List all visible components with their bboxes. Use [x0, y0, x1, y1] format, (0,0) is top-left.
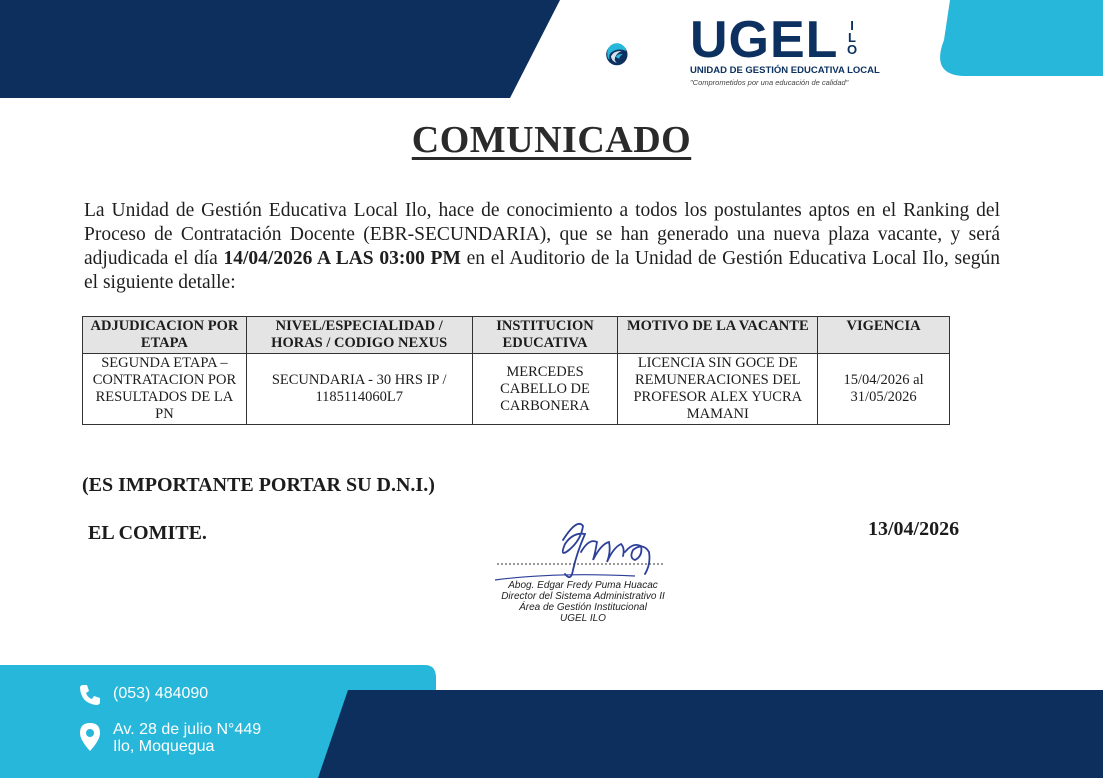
intro-text-1: La Unidad de Gestión Educativa Local Ilo, hace de conocimiento a todos los postulantes aptos en el Ranking del Proceso de Contratación Docente (EBR-SECUNDARIA), que se han generado una nueva plaza vacante, y será adjudicada el día [84, 200, 1000, 269]
table-cell: LICENCIA SIN GOCE DE REMUNERACIONES DEL PROFESOR ALEX YUCRA MAMANI [618, 354, 818, 425]
table-header-cell: ADJUDICACION POR ETAPA [83, 317, 247, 354]
table-cell: MERCEDES CABELLO DE CARBONERA [472, 354, 618, 425]
document-date: 13/04/2026 [868, 518, 960, 540]
signatory-area: Área de Gestión Institucional [519, 602, 647, 613]
footer-address [113, 721, 261, 755]
table-header-cell: VIGENCIA [818, 317, 950, 354]
table-row [83, 354, 950, 425]
signatory-office: UGEL ILO [560, 613, 606, 624]
table-header-row [83, 317, 950, 354]
logo-wordmark: UGEL [690, 11, 839, 69]
important-note: (ES IMPORTANTE PORTAR SU D.N.I.) [82, 474, 435, 496]
intro-paragraph [84, 199, 1000, 295]
footer-address-line1: Av. 28 de julio N°449 [113, 721, 262, 738]
header-navy-band [0, 0, 560, 98]
logo-subtitle: UNIDAD DE GESTIÓN EDUCATIVA LOCAL [690, 65, 880, 76]
table-cell: SECUNDARIA - 30 HRS IP / 1185114060L7 [246, 354, 472, 425]
signatory-position: Director del Sistema Administrativo II [501, 591, 665, 602]
vacancy-table [82, 316, 950, 425]
table-cell: 15/04/2026 al 31/05/2026 [818, 354, 950, 425]
logo-motto: "Comprometidos por una educación de calidad" [690, 78, 849, 87]
table-cell: SEGUNDA ETAPA – CONTRATACION POR RESULTADOS DE LA PN [83, 354, 247, 425]
footer-background [0, 660, 1103, 778]
phone-icon [78, 683, 102, 707]
committee-label: EL COMITE. [88, 522, 207, 544]
signature-block [484, 580, 682, 624]
table-header-cell: INSTITUCION EDUCATIVA [472, 317, 618, 354]
signatory-name: Abog. Edgar Fredy Puma Huacac [508, 580, 658, 591]
intro-text-2: en el Auditorio de la Unidad de Gestión Educativa Local Ilo, según el siguiente detalle: [84, 248, 1001, 293]
footer-address-line2: Ilo, Moquegua [113, 738, 215, 755]
table-header-cell: NIVEL/ESPECIALIDAD / HORAS / CODIGO NEXUS [246, 317, 472, 354]
header-cyan-band [938, 0, 1103, 76]
location-pin-icon [79, 722, 101, 752]
ugel-logo-emblem [605, 14, 685, 94]
footer-phone: (053) 484090 [113, 685, 209, 702]
intro-date-time: 14/04/2026 A LAS 03:00 PM [223, 248, 461, 269]
table-header-cell: MOTIVO DE LA VACANTE [618, 317, 818, 354]
document-title: COMUNICADO [411, 119, 692, 161]
logo-side-letters: I L O [846, 18, 858, 57]
